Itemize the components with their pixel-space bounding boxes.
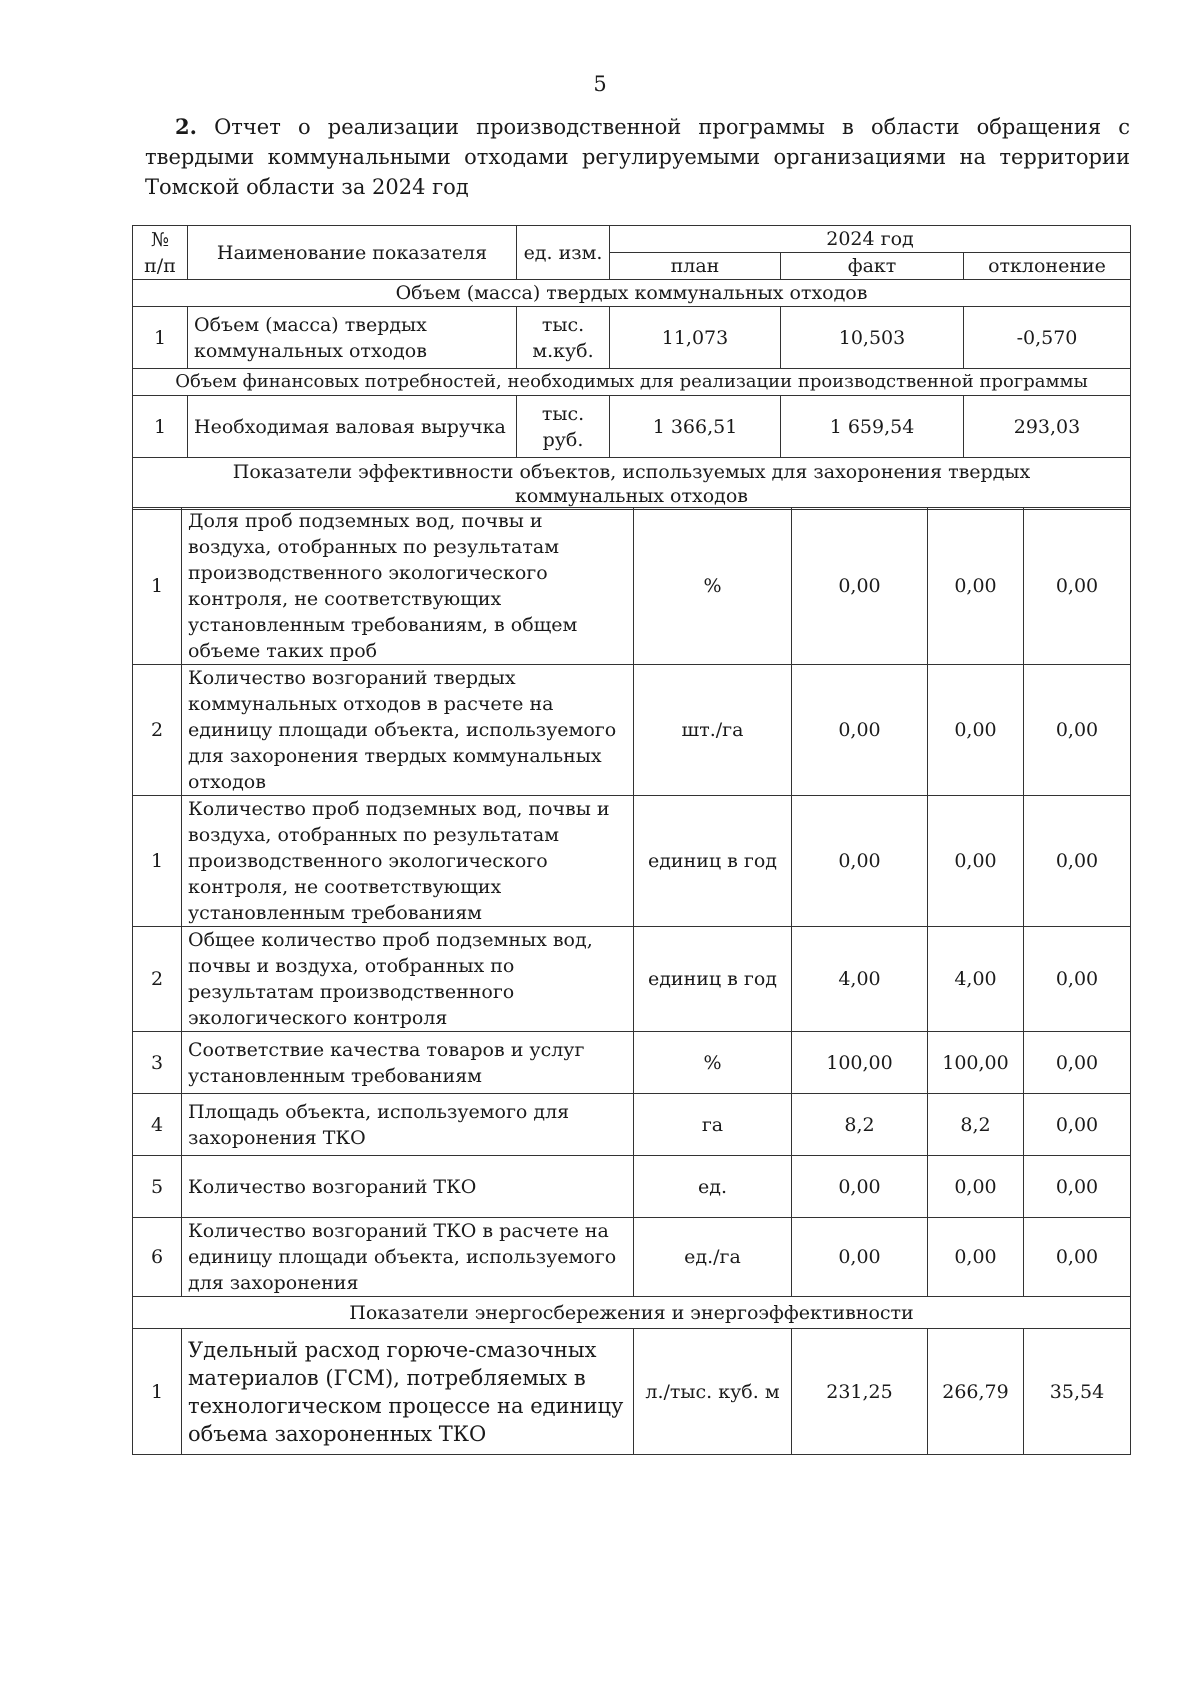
row-fact: 8,2 xyxy=(928,1094,1024,1156)
row-unit: единиц в год xyxy=(634,796,792,927)
row-deviation: 0,00 xyxy=(1024,796,1131,927)
table-row xyxy=(133,927,1131,1032)
row-fact: 100,00 xyxy=(928,1032,1024,1094)
table-row xyxy=(133,665,1131,796)
heading-text: Отчет о реализации производственной программы в области обращения с твердыми коммунальными отходами регулируемыми организациями на территории Томской области за 2024 год xyxy=(145,115,1130,199)
header-fact: факт xyxy=(781,253,964,280)
table-row xyxy=(133,1156,1131,1218)
row-deviation: 0,00 xyxy=(1024,1218,1131,1297)
row-num: 6 xyxy=(133,1218,182,1297)
row-fact: 0,00 xyxy=(928,665,1024,796)
row-unit: ед. xyxy=(634,1156,792,1218)
row-fact: 10,503 xyxy=(781,307,964,369)
report-table-top xyxy=(132,225,1130,510)
row-num: 3 xyxy=(133,1032,182,1094)
row-deviation: 0,00 xyxy=(1024,665,1131,796)
row-num: 1 xyxy=(133,396,188,458)
row-fact: 0,00 xyxy=(928,1156,1024,1218)
header-year: 2024 год xyxy=(610,226,1131,253)
row-fact: 1 659,54 xyxy=(781,396,964,458)
row-num: 1 xyxy=(133,508,182,665)
section-heading xyxy=(145,112,1130,202)
row-unit: шт./га xyxy=(634,665,792,796)
row-num: 1 xyxy=(133,1329,182,1455)
row-name: Количество проб подземных вод, почвы и воздуха, отобранных по результатам производственного экологического контроля, не соответствующих установленным требованиям xyxy=(182,796,634,927)
row-plan: 0,00 xyxy=(792,796,928,927)
row-unit: ед./га xyxy=(634,1218,792,1297)
row-unit: % xyxy=(634,508,792,665)
table-row xyxy=(133,1032,1131,1094)
row-deviation: 293,03 xyxy=(964,396,1131,458)
row-deviation: 35,54 xyxy=(1024,1329,1131,1455)
row-deviation: 0,00 xyxy=(1024,927,1131,1032)
row-deviation: 0,00 xyxy=(1024,508,1131,665)
row-plan: 4,00 xyxy=(792,927,928,1032)
row-unit: га xyxy=(634,1094,792,1156)
row-deviation: 0,00 xyxy=(1024,1156,1131,1218)
table-row xyxy=(133,307,1131,369)
page-number: 5 xyxy=(593,72,607,96)
row-plan: 0,00 xyxy=(792,1156,928,1218)
row-fact: 266,79 xyxy=(928,1329,1024,1455)
row-name: Количество возгораний ТКО xyxy=(182,1156,634,1218)
table-row xyxy=(133,1329,1131,1455)
section-title-energy: Показатели энергосбережения и энергоэффективности xyxy=(133,1297,1131,1329)
header-name: Наименование показателя xyxy=(188,226,517,280)
report-table-bottom xyxy=(132,507,1130,1455)
table-row xyxy=(133,1094,1131,1156)
row-plan: 11,073 xyxy=(610,307,781,369)
header-deviation: отклонение xyxy=(964,253,1131,280)
row-num: 5 xyxy=(133,1156,182,1218)
row-deviation: 0,00 xyxy=(1024,1094,1131,1156)
row-fact: 0,00 xyxy=(928,1218,1024,1297)
row-unit: единиц в год xyxy=(634,927,792,1032)
row-plan: 231,25 xyxy=(792,1329,928,1455)
row-plan: 100,00 xyxy=(792,1032,928,1094)
row-num: 2 xyxy=(133,665,182,796)
row-unit: тыс. м.куб. xyxy=(517,307,610,369)
row-fact: 0,00 xyxy=(928,796,1024,927)
row-plan: 0,00 xyxy=(792,508,928,665)
row-name: Удельный расход горюче-смазочных материалов (ГСМ), потребляемых в технологическом процессе на единицу объема захороненных ТКО xyxy=(182,1329,634,1455)
heading-number: 2. xyxy=(175,114,197,139)
row-plan: 0,00 xyxy=(792,1218,928,1297)
row-name: Объем (масса) твердых коммунальных отходов xyxy=(188,307,517,369)
header-num: № п/п xyxy=(133,226,188,280)
table-row xyxy=(133,1218,1131,1297)
row-name: Общее количество проб подземных вод, почвы и воздуха, отобранных по результатам производственного экологического контроля xyxy=(182,927,634,1032)
table-row xyxy=(133,396,1131,458)
row-name: Количество возгораний твердых коммунальных отходов в расчете на единицу площади объекта, используемого для захоронения твердых коммунальных отходов xyxy=(182,665,634,796)
table-row xyxy=(133,508,1131,665)
row-plan: 1 366,51 xyxy=(610,396,781,458)
row-fact: 4,00 xyxy=(928,927,1024,1032)
row-name: Количество возгораний ТКО в расчете на единицу площади объекта, используемого для захоронения xyxy=(182,1218,634,1297)
row-deviation: -0,570 xyxy=(964,307,1131,369)
section-title-volume: Объем (масса) твердых коммунальных отходов xyxy=(133,280,1131,307)
row-name: Площадь объекта, используемого для захоронения ТКО xyxy=(182,1094,634,1156)
row-name: Доля проб подземных вод, почвы и воздуха, отобранных по результатам производственного экологического контроля, не соответствующих установленным требованиям, в общем объеме таких проб xyxy=(182,508,634,665)
row-name: Необходимая валовая выручка xyxy=(188,396,517,458)
row-name: Соответствие качества товаров и услуг установленным требованиям xyxy=(182,1032,634,1094)
section-title-finance: Объем финансовых потребностей, необходимых для реализации производственной программы xyxy=(133,369,1131,396)
row-unit: тыс. руб. xyxy=(517,396,610,458)
row-deviation: 0,00 xyxy=(1024,1032,1131,1094)
row-num: 1 xyxy=(133,796,182,927)
header-plan: план xyxy=(610,253,781,280)
row-plan: 8,2 xyxy=(792,1094,928,1156)
table-row xyxy=(133,796,1131,927)
row-num: 4 xyxy=(133,1094,182,1156)
row-unit: л./тыс. куб. м xyxy=(634,1329,792,1455)
row-num: 2 xyxy=(133,927,182,1032)
section-title-efficiency: Показатели эффективности объектов, используемых для захоронения твердых коммунальных отходов xyxy=(133,458,1131,510)
row-plan: 0,00 xyxy=(792,665,928,796)
row-num: 1 xyxy=(133,307,188,369)
header-unit: ед. изм. xyxy=(517,226,610,280)
row-fact: 0,00 xyxy=(928,508,1024,665)
row-unit: % xyxy=(634,1032,792,1094)
